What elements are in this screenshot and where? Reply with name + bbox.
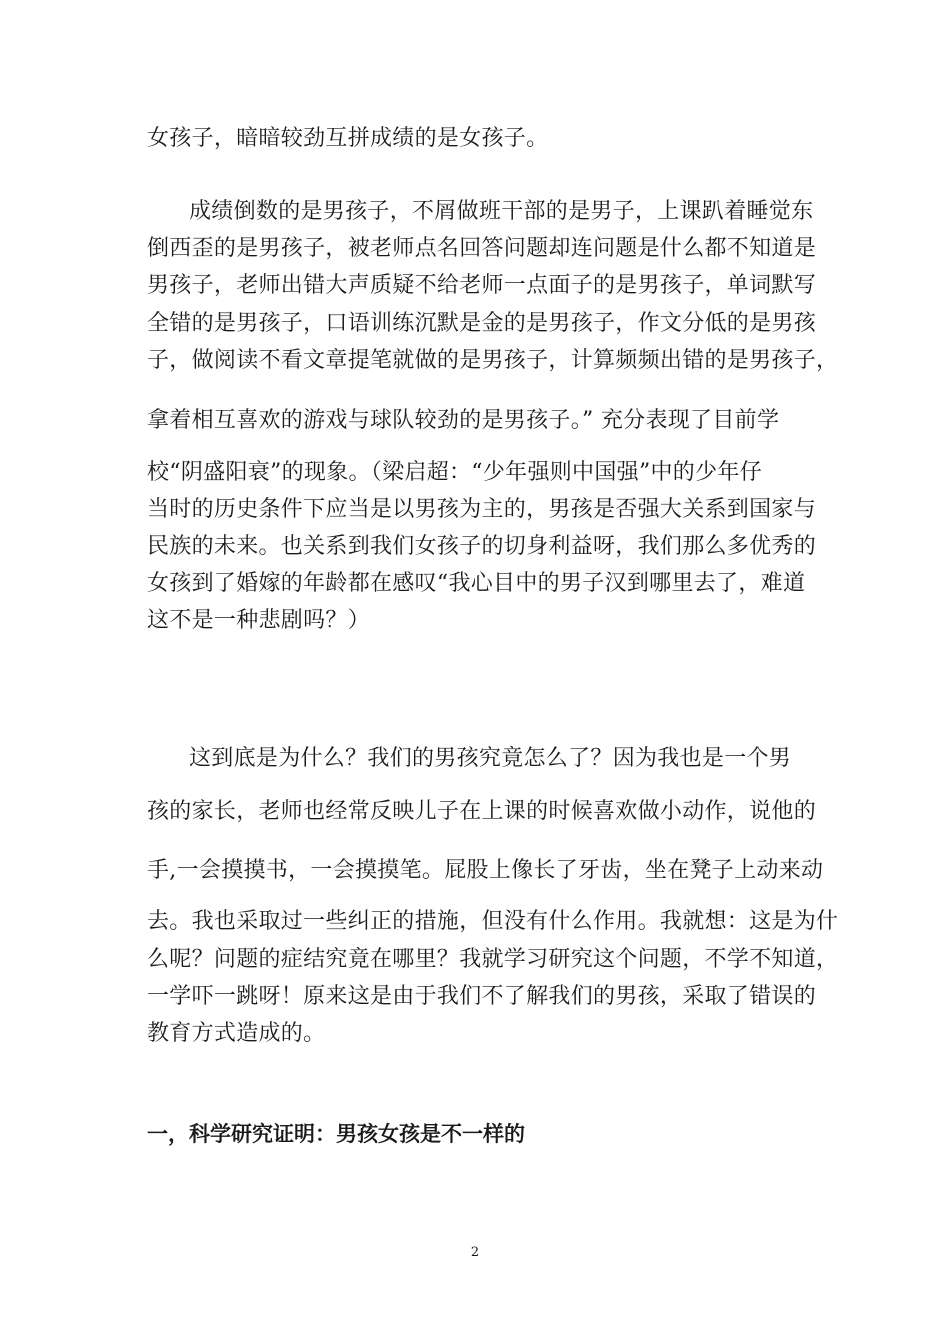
page-number: 2 [470, 1245, 480, 1260]
text-line: 拿着相互喜欢的游戏与球队较劲的是男孩子。” 充分表现了目前学 [147, 408, 780, 433]
text-line: 女孩子，暗暗较劲互拼成绩的是女孩子。 [147, 126, 549, 151]
text-line: 女孩到了婚嫁的年龄都在感叹“我心目中的男子汉到哪里去了，难道 [147, 571, 806, 596]
text-line: 民族的未来。也关系到我们女孩子的切身利益呀，我们那么多优秀的 [147, 534, 817, 559]
text-line: 这到底是为什么？我们的男孩究竟怎么了？因为我也是一个男 [189, 746, 792, 771]
text-line: 么呢？问题的症结究竟在哪里？我就学习研究这个问题，不学不知道， [147, 947, 839, 972]
text-line: 孩的家长，老师也经常反映儿子在上课的时候喜欢做小动作，说他的 [147, 799, 817, 824]
text-line: 教育方式造成的。 [147, 1021, 326, 1046]
text-line: 成绩倒数的是男孩子，不屑做班干部的是男子，上课趴着睡觉东 [189, 199, 814, 224]
text-line: 这不是一种悲剧吗？） [147, 608, 371, 633]
text-line: 手,一会摸摸书，一会摸摸笔。屁股上像长了牙齿，坐在凳子上动来动 [147, 858, 824, 883]
text-line: 一学吓一跳呀！原来这是由于我们不了解我们的男孩，采取了错误的 [147, 984, 817, 1009]
text-line: 当时的历史条件下应当是以男孩为主的，男孩是否强大关系到国家与 [147, 497, 817, 522]
text-line: 男孩子，老师出错大声质疑不给老师一点面子的是男孩子，单词默写 [147, 273, 817, 298]
text-line: 子，做阅读不看文章提笔就做的是男孩子，计算频频出错的是男孩子， [147, 348, 839, 373]
section-heading: 一，科学研究证明：男孩女孩是不一样的 [147, 1121, 525, 1146]
text-line: 全错的是男孩子，口语训练沉默是金的是男孩子，作文分低的是男孩 [147, 311, 817, 336]
text-line: 校“阴盛阳衰”的现象。（梁启超：“少年强则中国强”中的少年仔 [147, 460, 762, 485]
text-line: 去。我也采取过一些纠正的措施，但没有什么作用。我就想：这是为什 [147, 909, 839, 934]
text-line: 倒西歪的是男孩子，被老师点名回答问题却连问题是什么都不知道是 [147, 236, 817, 261]
